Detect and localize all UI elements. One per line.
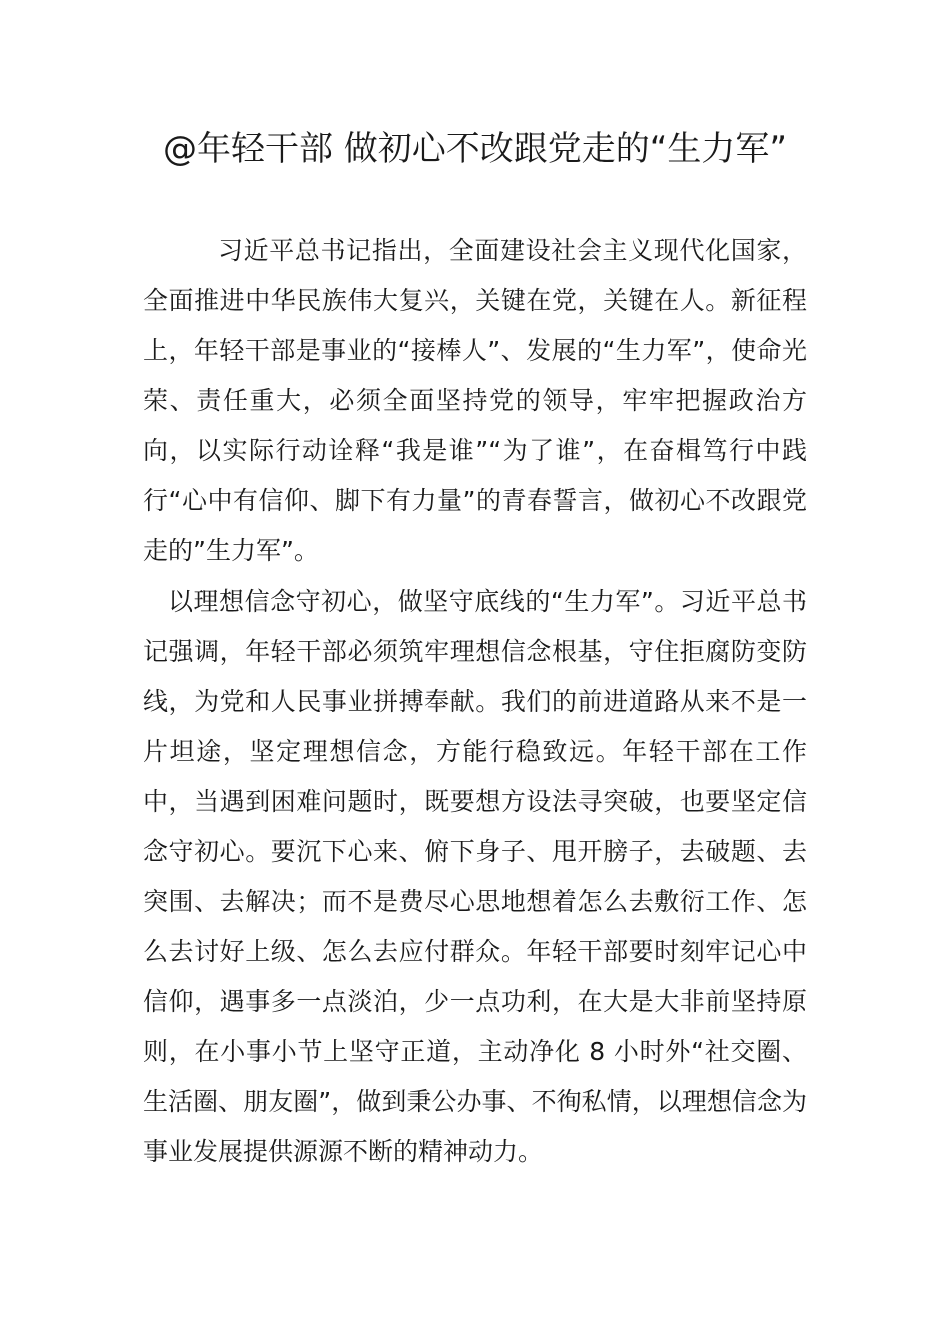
document-title: @年轻干部 做初心不改跟党走的“生力军” xyxy=(162,129,788,169)
paragraph-ideals: 以理想信念守初心，做坚守底线的“生力军”。习近平总书记强调，年轻干部必须筑牢理想信念根基，守住拒腐防变防线，为党和人民事业拼搏奉献。我们的前进道路从来不是一片坦途，坚定理想信念，方能行稳致远。年轻干部在工作中，当遇到困难问题时，既要想方设法寻突破，也要坚定信念守初心。要沉下心来、俯下身子、甩开膀子，去破题、去突围、去解决；而不是费尽心思地想着怎么去敷衍工作、怎么去讨好上级、怎么去应付群众。年轻干部要时刻牢记心中信仰，遇事多一点淡泊，少一点功利，在大是大非前坚持原则，在小事小节上坚守正道，主动净化 8 小时外“社交圈、生活圈、朋友圈”，做到秉公办事、不徇私情，以理想信念为事业发展提供源源不断的精神动力。 xyxy=(143,587,807,1166)
paragraph-intro: 习近平总书记指出，全面建设社会主义现代化国家，全面推进中华民族伟大复兴，关键在党，关键在人。新征程上，年轻干部是事业的“接棒人”、发展的“生力军”，使命光荣、责任重大，必须全面坚持党的领导，牢牢把握政治方向，以实际行动诠释“我是谁”“为了谁”，在奋楫笃行中践行“心中有信仰、脚下有力量”的青春誓言，做初心不改跟党走的”生力军”。 xyxy=(143,236,807,565)
document-body xyxy=(143,226,807,1177)
